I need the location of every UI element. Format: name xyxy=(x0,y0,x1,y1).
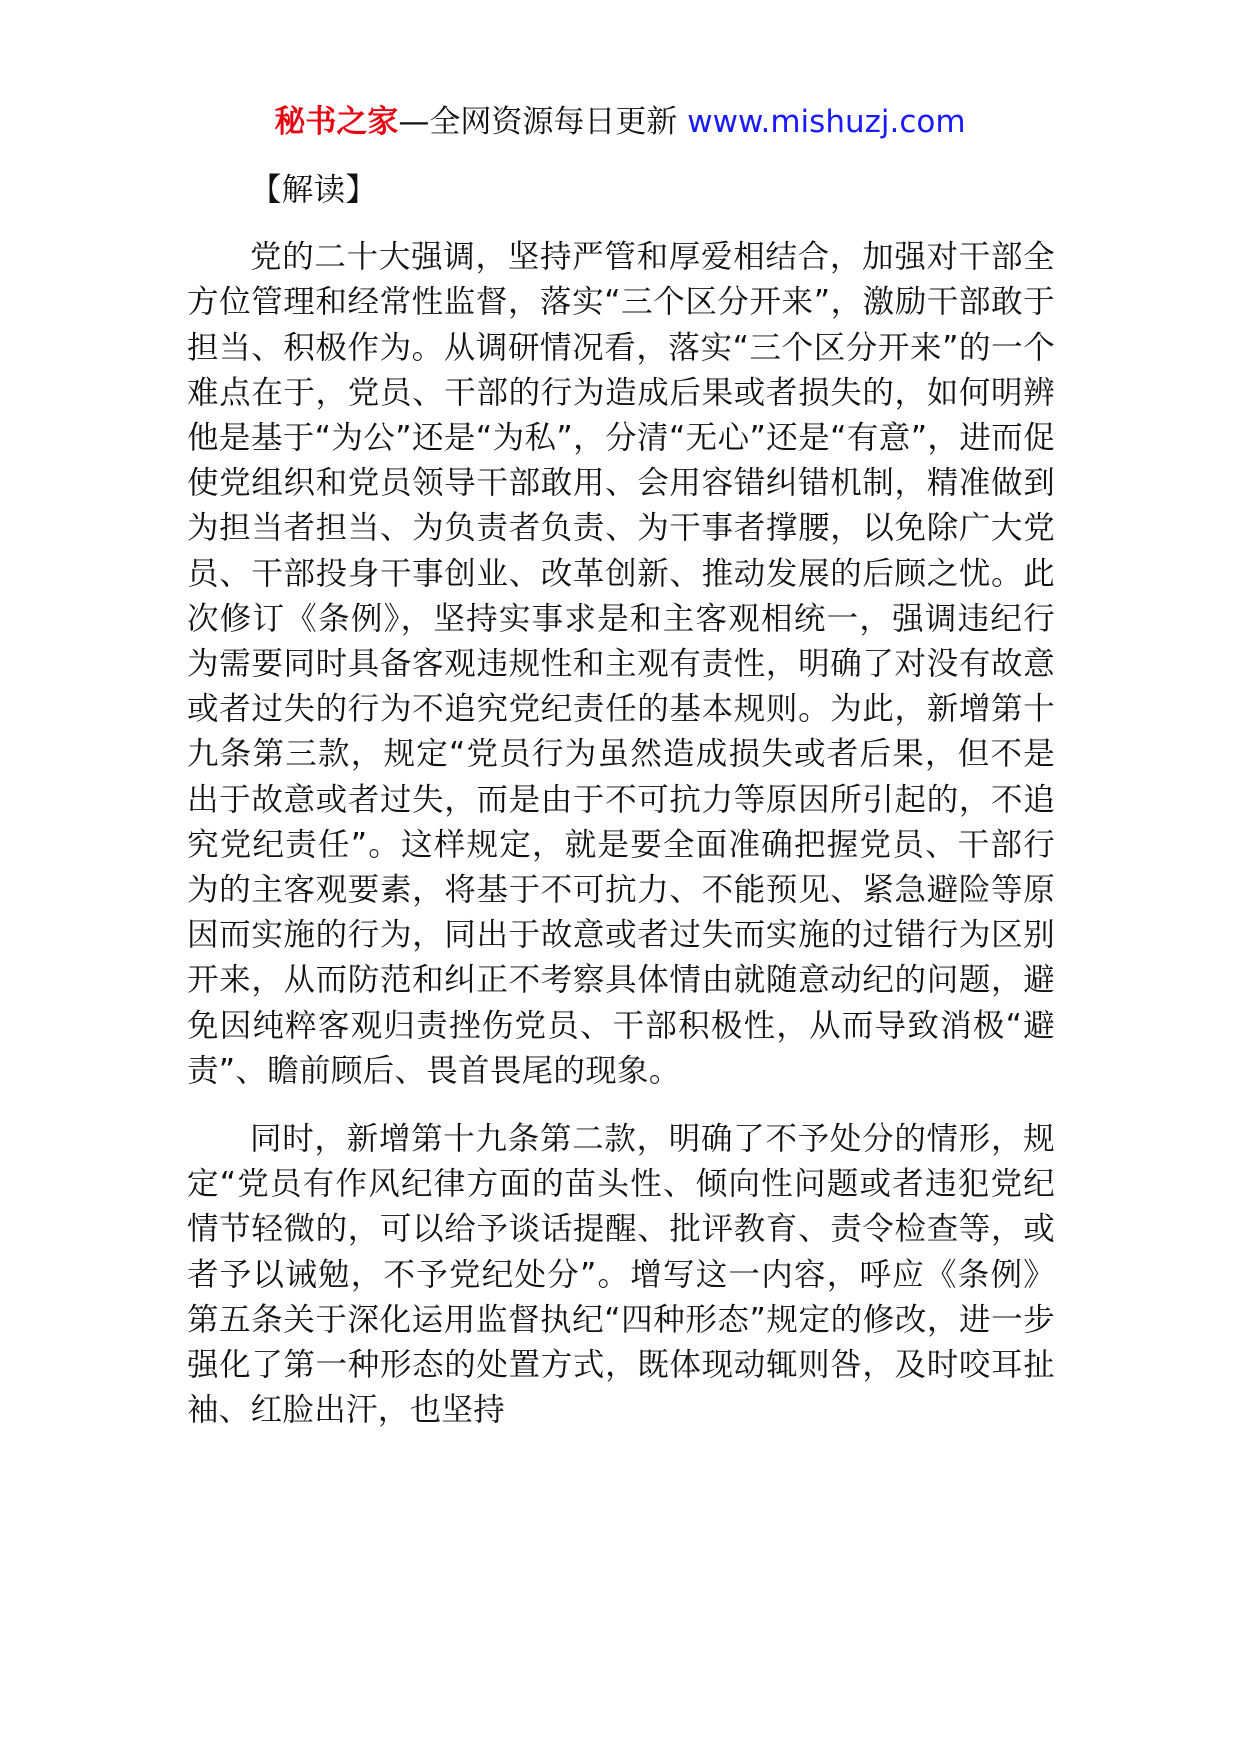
site-url-link[interactable]: www.mishuzj.com xyxy=(687,104,966,140)
site-slogan: —全网资源每日更新 xyxy=(398,104,688,140)
paragraph-2: 同时，新增第十九条第二款，明确了不予处分的情形，规定“党员有作风纪律方面的苗头性、倾向性问题或者违犯党纪情节轻微的，可以给予谈话提醒、批评教育、责令检查等，或者予以诫勉，不予党纪处分”。增写这一内容，呼应《条例》第五条关于深化运用监督执纪“四种形态”规定的修改，进一步强化了第一种形态的处置方式，既体现动辄则咎，及时咬耳扯袖、红脸出汗，也坚持 xyxy=(187,1121,1055,1429)
document-body xyxy=(187,168,1055,1456)
page-header xyxy=(0,100,1240,144)
section-label: 【解读】 xyxy=(250,172,378,208)
site-brand: 秘书之家 xyxy=(274,104,399,140)
paragraph-1: 党的二十大强调，坚持严管和厚爱相结合，加强对干部全方位管理和经常性监督，落实“三个区分开来”，激励干部敢于担当、积极作为。从调研情况看，落实“三个区分开来”的一个难点在于，党员、干部的行为造成后果或者损失的，如何明辨他是基于“为公”还是“为私”，分清“无心”还是“有意”，进而促使党组织和党员领导干部敢用、会用容错纠错机制，精准做到为担当者担当、为负责者负责、为干事者撑腰，以免除广大党员、干部投身干事创业、改革创新、推动发展的后顾之忧。此次修订《条例》，坚持实事求是和主客观相统一，强调违纪行为需要同时具备客观违规性和主观有责性，明确了对没有故意或者过失的行为不追究党纪责任的基本规则。为此，新增第十九条第三款，规定“党员行为虽然造成损失或者后果，但不是出于故意或者过失，而是由于不可抗力等原因所引起的，不追究党纪责任”。这样规定，就是要全面准确把握党员、干部行为的主客观要素，将基于不可抗力、不能预见、紧急避险等原因而实施的行为，同出于故意或者过失而实施的过错行为区别开来，从而防范和纠正不考察具体情由就随意动纪的问题，避免因纯粹客观归责挫伤党员、干部积极性，从而导致消极“避责”、瞻前顾后、畏首畏尾的现象。 xyxy=(187,239,1055,1089)
